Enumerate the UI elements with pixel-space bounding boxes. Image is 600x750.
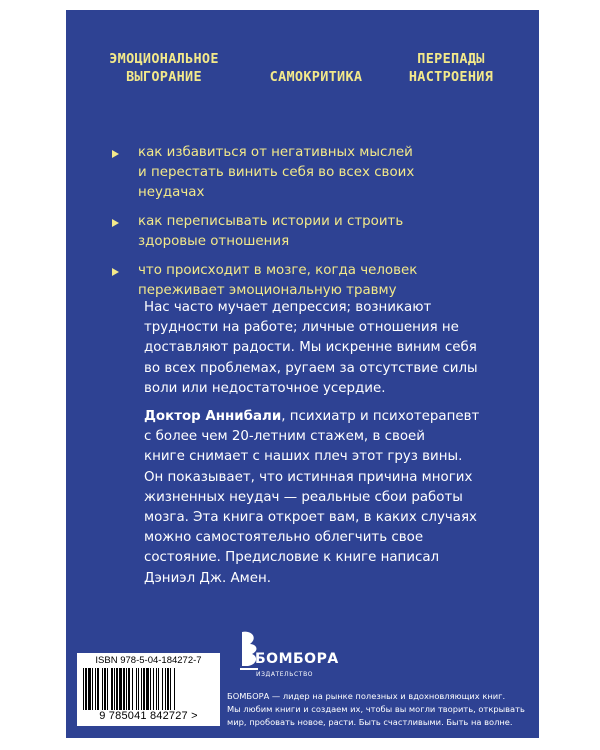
author-name: Доктор Аннибали bbox=[144, 409, 282, 425]
triangle-bullet-icon bbox=[112, 150, 119, 158]
publisher-logo-subtitle: ИЗДАТЕЛЬСТВО bbox=[256, 671, 314, 678]
bullet-item: как переписывать истории и строить здоровые отношения bbox=[106, 212, 506, 252]
bullet-item: как избавиться от негативных мыслей и перестать винить себя во всех своих неудачах bbox=[106, 143, 506, 203]
barcode-icon bbox=[81, 668, 216, 710]
book-back-cover bbox=[66, 10, 539, 738]
publisher-logo-name: БОМБОРА bbox=[255, 651, 339, 667]
isbn-digits: 9 785041 842727 > bbox=[99, 710, 198, 722]
isbn-label: ISBN 978-5-04-184272-7 bbox=[95, 655, 202, 666]
description-paragraph-2: Доктор Аннибали, психиатр и психотерапевт с более чем 20-летним стажем, в своей книге снимает с наших плеч этот груз вины. Он показывает, что истинная причина многих жизненных неудач — реальные сбои работы мозга. Эта книга откроет вам, в каких случаях можно самостоятельно облегчить свое состояние. Предисловие к книге написал Дэниэл Дж. Амен. bbox=[144, 409, 480, 586]
description bbox=[144, 298, 504, 597]
bullet-list bbox=[106, 143, 506, 310]
isbn-barcode-box bbox=[77, 653, 220, 726]
publisher-blurb: БОМБОРА — лидер на рынке полезных и вдохновляющих книг. Мы любим книги и создаем их, чтобы вы могли творить, открывать мир, пробовать новое, расти. Быть счастливыми. Быть на волне. bbox=[227, 691, 525, 727]
tag-self-criticism: САМОКРИТИКА bbox=[269, 69, 363, 85]
description-paragraph-1: Нас часто мучает депрессия; возникают трудности на работе; личные отношения не доставляют радости. Мы искренне виним себя во всех проблемах, ругаем за отсутствие силы воли или недостаточное усердие. bbox=[144, 300, 478, 396]
tag-emotional-burnout: ЭМОЦИОНАЛЬНОЕ ВЫГОРАНИЕ bbox=[109, 51, 219, 85]
tag-mood-swings: ПЕРЕПАДЫ НАСТРОЕНИЯ bbox=[408, 51, 494, 85]
triangle-bullet-icon bbox=[112, 268, 119, 276]
bullet-item: что происходит в мозге, когда человек переживает эмоциональную травму bbox=[106, 261, 506, 301]
triangle-bullet-icon bbox=[112, 219, 119, 227]
